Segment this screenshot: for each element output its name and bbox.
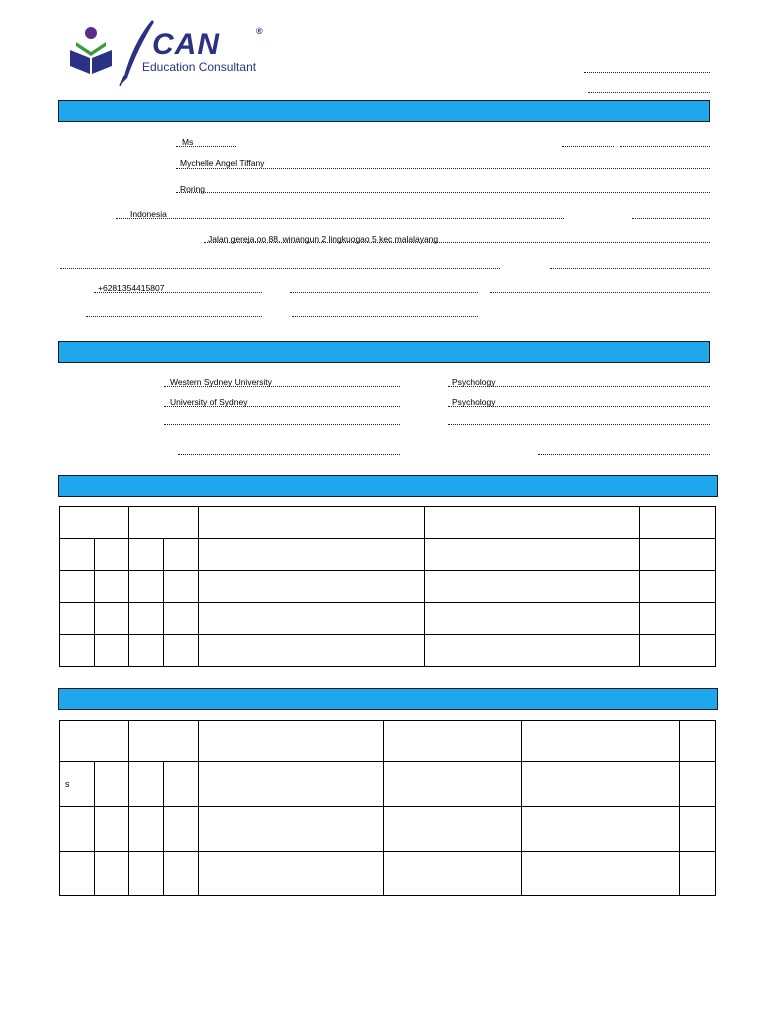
logo-registered-mark: ® [256, 26, 263, 36]
table-row[interactable] [60, 571, 716, 603]
table-header-row [60, 721, 716, 762]
header-cell-institution [199, 507, 425, 539]
header-cell-employer [199, 721, 384, 762]
major-value-1: Psychology [452, 377, 496, 387]
school-emblem-icon [66, 24, 116, 76]
date-of-birth-day-line[interactable] [562, 146, 614, 147]
salutation-value: Ms [182, 137, 194, 147]
phone-value: +6281354415807 [98, 283, 165, 293]
table-row[interactable] [60, 603, 716, 635]
header-cell-position [384, 721, 522, 762]
country-value: Indonesia [130, 209, 167, 219]
header-cell-to [129, 507, 199, 539]
table-row[interactable] [60, 762, 716, 807]
address-value: Jalan gereja,oo 88, winangun 2 lingkuogao 5 kec malalayang [208, 234, 439, 244]
university-field-3[interactable] [164, 424, 400, 425]
logo-brand: CAN [152, 28, 220, 61]
header-cell-duties [522, 721, 680, 762]
address-line-2[interactable] [60, 268, 500, 269]
header-cell-to [129, 721, 199, 762]
section-bar-work-experience [58, 688, 718, 710]
intake-field[interactable] [178, 454, 400, 455]
education-history-table [59, 506, 716, 667]
section-bar-study-preference [58, 341, 710, 363]
table-row[interactable] [60, 852, 716, 896]
major-field-3[interactable] [448, 424, 710, 425]
row-first-cell [60, 762, 95, 807]
table-row[interactable] [60, 635, 716, 667]
header-cell-from [60, 507, 129, 539]
work-experience-table [59, 720, 716, 896]
date-line[interactable] [584, 72, 710, 73]
header-cell-qualification [425, 507, 640, 539]
contact-line-2[interactable] [292, 316, 478, 317]
city-field[interactable] [550, 268, 710, 269]
first-name-field[interactable] [176, 168, 710, 169]
section-bar-education-history [58, 475, 718, 497]
last-name-field[interactable] [176, 192, 710, 193]
section-bar-personal [58, 100, 710, 122]
university-value-2: University of Sydney [170, 397, 248, 407]
table-header-row [60, 507, 716, 539]
logo-tagline: Education Consultant [142, 60, 257, 74]
postcode-field[interactable] [632, 218, 710, 219]
budget-field[interactable] [538, 454, 710, 455]
header-cell-grade [640, 507, 716, 539]
reference-line[interactable] [588, 92, 710, 93]
last-name-value: Roring [180, 184, 206, 194]
cell-text: s [65, 779, 70, 789]
major-value-2: Psychology [452, 397, 496, 407]
pen-icon [112, 18, 156, 88]
mobile-field[interactable] [290, 292, 478, 293]
contact-line-1[interactable] [86, 316, 262, 317]
date-of-birth-line[interactable] [620, 146, 710, 147]
email-field[interactable] [490, 292, 710, 293]
university-value-1: Western Sydney University [170, 377, 272, 387]
first-name-value: Mychelle Angel Tiffany [180, 158, 265, 168]
header-cell-extra [680, 721, 716, 762]
table-row[interactable] [60, 807, 716, 852]
company-logo [66, 18, 276, 88]
country-field[interactable] [116, 218, 564, 219]
table-row[interactable] [60, 539, 716, 571]
header-cell-from [60, 721, 129, 762]
